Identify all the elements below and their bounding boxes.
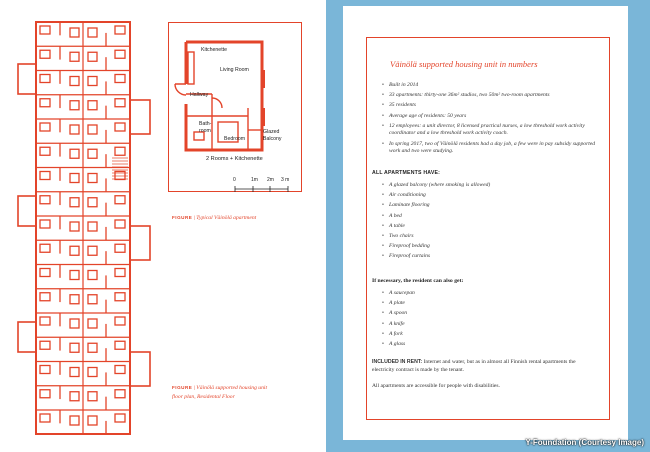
fact-item: • 12 employees: a unit director, 8 licensed practical nurses, a low threshold work activity coordinator and a low threshold work activity coach. [372, 123, 604, 138]
extra-item: • A knife [372, 321, 604, 329]
scale-bar [234, 185, 290, 193]
floor-plan-wall [88, 198, 97, 207]
apartment-item: • A table [372, 223, 604, 231]
floor-plan-wall [115, 123, 125, 131]
floor-plan-wall [88, 52, 97, 61]
floor-plan-wall [88, 368, 97, 377]
floor-plan-wall [70, 174, 79, 183]
room-label-balcony-2: Balcony [263, 136, 282, 142]
floor-plan-wall [88, 319, 97, 328]
floor-plan-wall [115, 50, 125, 58]
floor-plan-wall [115, 317, 125, 325]
floor-plan-wall [40, 293, 50, 301]
extra-item: • A spoon [372, 310, 604, 318]
facts-list [372, 82, 604, 158]
apartment-item: • A bed [372, 213, 604, 221]
info-panel-title: Väinölä supported housing unit in numbers [390, 59, 538, 69]
floor-plan-wall [88, 271, 97, 280]
floor-plan-wall [115, 220, 125, 228]
floor-plan-wall [70, 416, 79, 425]
floor-plan-wall [40, 269, 50, 277]
floor-plan-wall [70, 271, 79, 280]
extra-item: • A glass [372, 341, 604, 349]
floor-plan-wall [40, 317, 50, 325]
floor-plan-wall [70, 125, 79, 134]
figure-caption-apartment-text: Typical Väinölä apartment [196, 215, 257, 221]
floor-plan-wall [88, 28, 97, 37]
rent-label: INCLUDED IN RENT: [372, 359, 423, 365]
room-label-bathroom-2: room [199, 128, 211, 134]
apartment-item: • A glazed balcony (where smoking is allowed) [372, 182, 604, 190]
figure-caption-apartment [172, 215, 256, 221]
residential-floor-plan [0, 0, 160, 452]
floor-plan-wall [70, 295, 79, 304]
apartment-item: • Fireproof bedding [372, 243, 604, 251]
floor-plan-wall [115, 26, 125, 34]
floor-plan-wall [115, 390, 125, 398]
room-label-bathroom-1: Bath- [199, 121, 212, 127]
fact-item: • In spring 2017, two of Väinölä residents had a day job, a few were in pay subsidy supported work and two were studying. [372, 141, 604, 156]
floor-plan-wall [88, 222, 97, 231]
scale-label-0: 0 [233, 177, 236, 183]
floor-plan-wall [40, 196, 50, 204]
room-label-living-room: Living Room [220, 67, 249, 73]
figure-caption-floor-plan-line2 [172, 394, 235, 400]
figure-caption-floor-plan [172, 385, 267, 391]
floor-plan-wall [40, 75, 50, 83]
floor-plan-wall [88, 149, 97, 158]
floor-plan-wall [115, 196, 125, 204]
floor-plan-wall [40, 99, 50, 107]
room-label-kitchenette: Kitchenette [201, 47, 227, 53]
floor-plan-wall [70, 101, 79, 110]
figure-caption-apartment-sep: | [193, 215, 195, 221]
floor-plan-wall [88, 416, 97, 425]
scale-label-3m: 3 m [281, 177, 290, 183]
apartment-item: • Air conditioning [372, 192, 604, 200]
figure-caption-floor-plan-text-1: Väinölä supported housing unit [196, 385, 267, 391]
floor-plan-wall [115, 147, 125, 155]
floor-plan-wall [70, 52, 79, 61]
floor-plan-wall [40, 414, 50, 422]
apartment-items-list [372, 182, 604, 264]
apartments-heading: ALL APARTMENTS HAVE: [372, 170, 441, 176]
floor-plan-wall [40, 123, 50, 131]
floor-plan-wall [115, 293, 125, 301]
floor-plan-wall [70, 149, 79, 158]
figure-caption-floor-plan-text-2: floor plan, Residental Floor [172, 394, 235, 400]
floor-plan-wall [40, 366, 50, 374]
floor-plan-wall [40, 172, 50, 180]
floor-plan-wall [70, 392, 79, 401]
floor-plan-wall [40, 147, 50, 155]
apartment-type-label: 2 Rooms + Kitchenette [206, 156, 263, 162]
floor-plan-wall [88, 246, 97, 255]
rent-paragraph [372, 359, 598, 374]
scale-label-2m: 2m [267, 177, 274, 183]
floor-plan-wall [70, 343, 79, 352]
figure-caption-floor-plan-label: FIGURE [172, 385, 193, 390]
room-label-balcony-1: Glazed [263, 129, 280, 135]
floor-plan-wall [88, 77, 97, 86]
floor-plan-wall [40, 220, 50, 228]
floor-plan-wall [70, 198, 79, 207]
floor-plan-wall [70, 222, 79, 231]
floor-plan-wall [115, 99, 125, 107]
floor-plan-wall [115, 341, 125, 349]
floor-plan-wall [88, 392, 97, 401]
fact-item: • Average age of residents: 50 years [372, 113, 604, 121]
fact-item: • Built in 2014 [372, 82, 604, 90]
floor-plan-wall [115, 269, 125, 277]
apartment-item: • Fireproof curtains [372, 253, 604, 261]
apartment-item: • Two chairs [372, 233, 604, 241]
floor-plan-wall [70, 319, 79, 328]
floor-plan-wall [70, 28, 79, 37]
fact-item: • 35 residents [372, 102, 604, 110]
floor-plan-wall [70, 77, 79, 86]
rent-text: Internet and water, but as in almost all Finnish rental apartments the electricity contract is made by the tenant. [372, 359, 576, 373]
floor-plan-wall [70, 246, 79, 255]
figure-caption-apartment-label: FIGURE [172, 215, 193, 220]
floor-plan-wall [115, 414, 125, 422]
floor-plan-wall [88, 101, 97, 110]
extra-item: • A fork [372, 331, 604, 339]
floor-plan-wall [40, 50, 50, 58]
floor-plan-wall [70, 368, 79, 377]
image-credit: Y-Foundation (Courtesy Image) [525, 438, 644, 447]
extra-item: • A plate [372, 300, 604, 308]
floor-plan-wall [115, 366, 125, 374]
figure-caption-floor-plan-sep: | [193, 385, 195, 391]
floor-plan-wall [40, 341, 50, 349]
floor-plan-wall [115, 75, 125, 83]
floor-plan-wall [115, 244, 125, 252]
extras-heading: If necessary, the resident can also get: [372, 278, 464, 284]
floor-plan-wall [88, 125, 97, 134]
floor-plan-wall [40, 244, 50, 252]
apartment-item: • Laminate flooring [372, 202, 604, 210]
floor-plan-wall [40, 26, 50, 34]
fact-item: • 33 apartments: thirty-one 36m² studios, two 50m² two-room apartments [372, 92, 604, 100]
room-label-hallway: Hallway [190, 92, 209, 98]
scale-label-1m: 1m [251, 177, 258, 183]
extra-items-list [372, 290, 604, 351]
floor-plan-wall [88, 174, 97, 183]
floor-plan-wall [88, 343, 97, 352]
extra-item: • A saucepan [372, 290, 604, 298]
floor-plan-wall [40, 390, 50, 398]
accessibility-text: All apartments are accessible for people with disabilities. [372, 383, 500, 389]
room-label-bedroom: Bedroom [224, 136, 246, 142]
floor-plan-wall [88, 295, 97, 304]
